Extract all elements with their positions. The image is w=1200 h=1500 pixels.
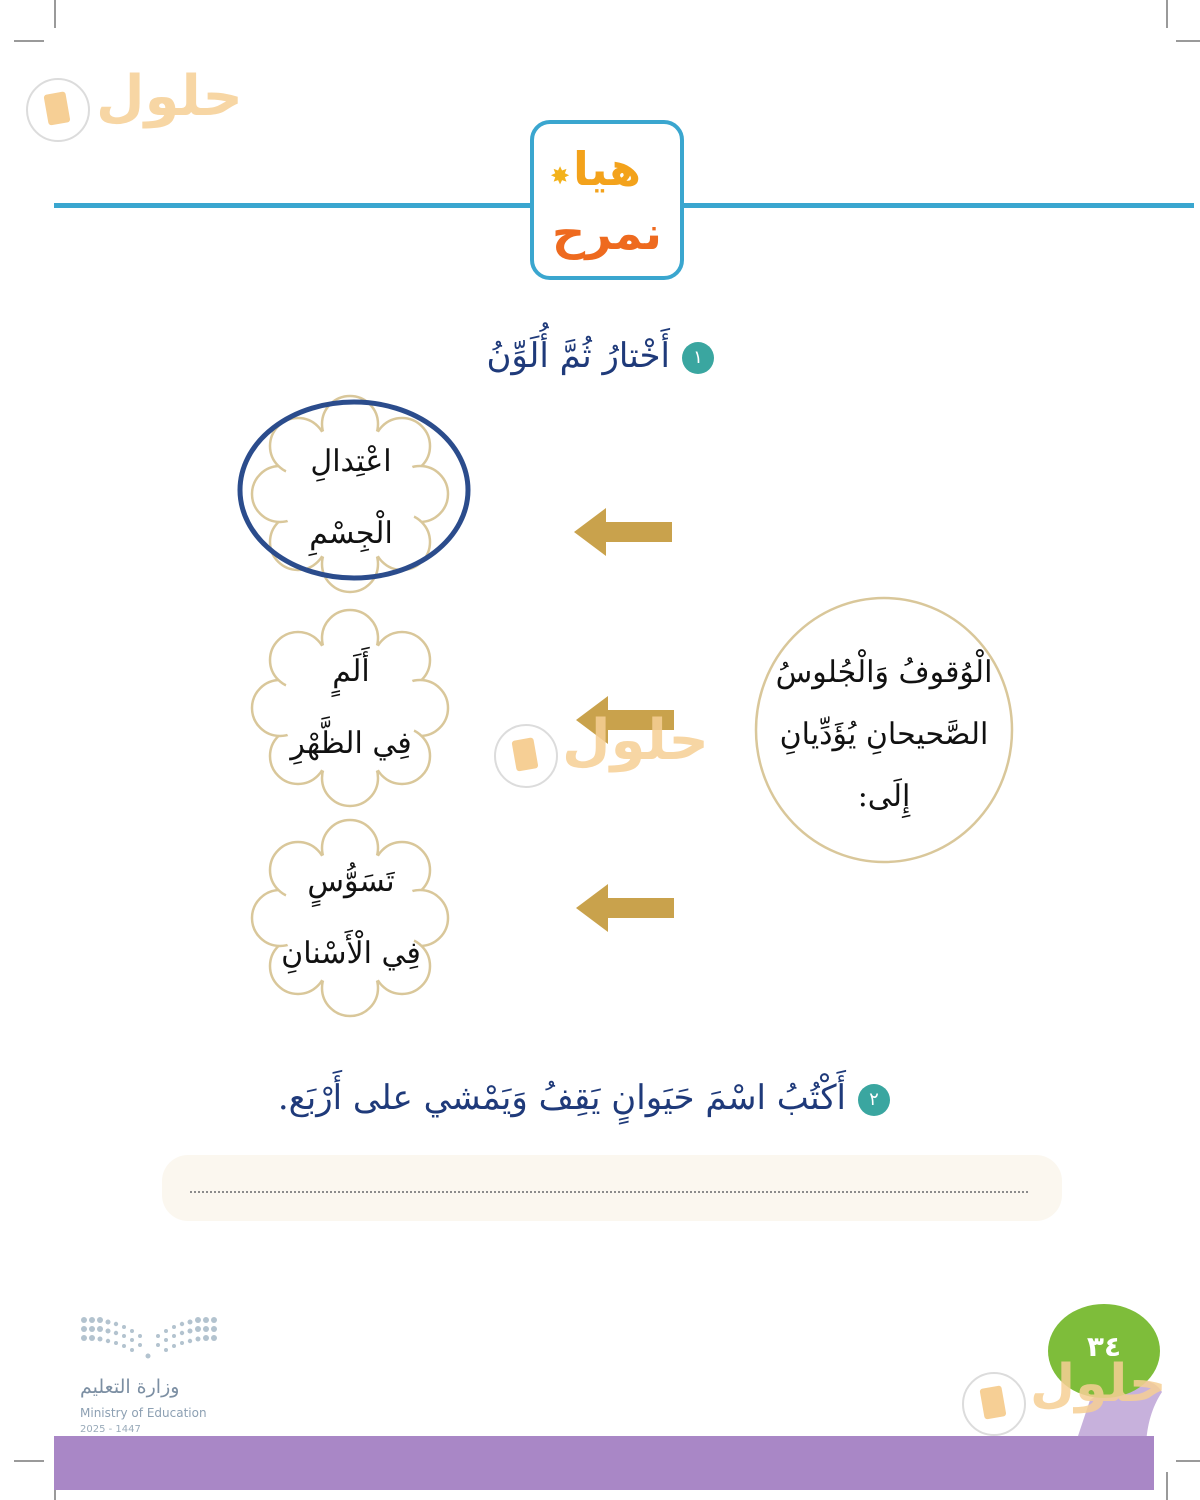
option-3-line-1: تَسَوُّسٍ [307,864,395,899]
option-1-line-1: اعْتِدالِ [310,444,392,479]
question-2-number: ٢ [858,1084,890,1116]
question-1-text: أَخْتارُ ثُمَّ أُلَوِّنُ [486,336,670,376]
sparkle-icon: ✸ [550,162,571,190]
question-2-text: أَكْتُبُ اسْمَ حَيَوانٍ يَقِفُ وَيَمْشي على أَرْبَع. [277,1078,846,1118]
watermark-text: حلول [562,708,709,773]
title-line-1: هيا [573,142,641,196]
ministry-name-arabic: وزارة التعليم [80,1376,180,1398]
footer-band [54,1436,1154,1490]
ministry-year: 2025 - 1447 [80,1424,141,1435]
watermark-text: حلول [1030,1354,1167,1414]
prompt-line-3: إِلَى: [857,779,911,814]
page-number-badge: ٣٤ [1048,1304,1160,1398]
question-1-number: ١ [682,342,714,374]
prompt-line-2: الصَّحيحانِ يُؤَدِّيانِ [779,717,989,752]
watermark-text: حلول [96,64,243,129]
prompt-line-1: الْوُقوفُ وَالْجُلوسُ [775,655,993,690]
option-2-line-1: أَلَمٍ [332,654,370,689]
option-3-line-2: فِي الْأَسْنانِ [281,936,421,971]
title-line-2: نمرح [552,206,662,260]
option-1-line-2: الْجِسْمِ [309,516,393,551]
watermark-logo-icon [962,1372,1026,1436]
option-2-line-2: فِي الظَّهْرِ [290,726,412,761]
ministry-name-english: Ministry of Education [80,1406,207,1420]
